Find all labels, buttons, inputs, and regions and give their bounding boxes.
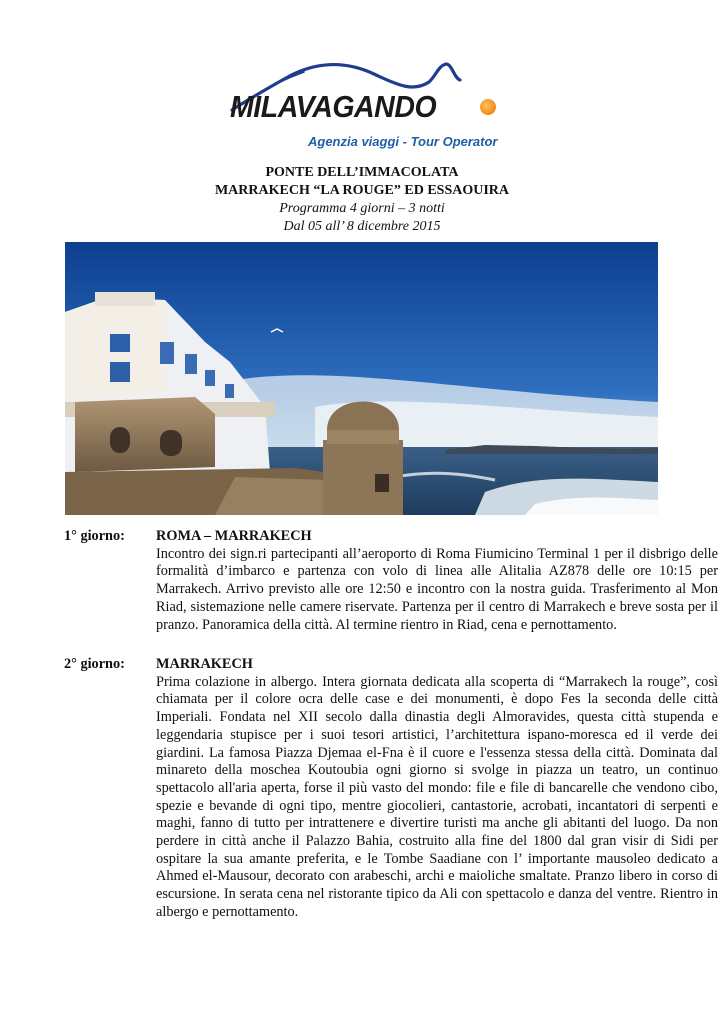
day-description: Prima colazione in albergo. Intera giornata dedicata alla scoperta di “Marrakech la rouge”, così chiamata per il colore ocra delle case e dei monumenti, è dopo Fes la seconda delle città Imperiali. Fondata nel XII secolo dalla dinastia degli Almoravides, questa città stupenda e leggendaria stupisce per i suoi tesori artistici, l’architettura ispano-moresca ed il verde dei giardini. La famosa Piazza Djemaa el-Fna è il cuore e l'essenza stessa della città. Dominata dal minareto della moschea Koutoubia ogni giorno si svolge in piazza un teatro, un continuo spettacolo all'aria aperta, forse il più vasto del mondo: file e file di bancarelle che vendono cibo, spezie e bevande di ogni tipo, mentre giocolieri, cantastorie, acrobati, incantatori di serpenti e maghi, fanno di tutto per intrattenere e divertire turisti ma anche gli abitanti del luogo. Da non perdere in città anche il Palazzo Bahia, costruito alla fine del 1800 dal gran visir di Sidi per ospitare la sua amante preferita, e le Tombe Saadiane con l’ importante mausoleo dedicato a Ahmed el-Mausour, decorato con arabeschi, archi e maioliche smaltate. Pranzo libero in corso di escursione. In serata cena nel ristorante tipico da Ali con spettacolo e danza del ventre. Rientro in albergo e pernottamento.: [156, 673, 718, 920]
logo-tagline: Agenzia viaggi - Tour Operator: [308, 134, 498, 149]
essaouira-photo: [65, 242, 658, 515]
logo-brand-name: MILAVAGANDO: [230, 89, 437, 124]
day-label: 2° giorno:: [64, 656, 125, 672]
day-description: Incontro dei sign.ri partecipanti all’aeroporto di Roma Fiumicino Terminal 1 per il disbrigo delle formalità d’imbarco e partenza con volo di linea alle Alitalia AZ878 delle ore 10:15 per Marrakech. Arrivo previsto alle ore 12:50 e incontro con la nostra guida. Trasferimento al Mon Riad, sistemazione nelle camere riservate. Partenza per il centro di Marrakech e breve sosta per il pranzo. Panoramica della città. Al termine rientro in Riad, cena e pernottamento.: [156, 545, 718, 633]
day-heading: MARRAKECH: [156, 656, 253, 672]
document-title-block: [0, 164, 724, 236]
day-heading: ROMA – MARRAKECH: [156, 528, 312, 544]
logo-sun-icon: [480, 99, 496, 115]
title-line-1: PONTE DELL’IMMACOLATA: [265, 165, 459, 180]
company-logo: [224, 56, 500, 154]
program-duration: Programma 4 giorni – 3 notti: [279, 201, 445, 216]
travel-dates: Dal 05 all’ 8 dicembre 2015: [283, 219, 441, 234]
day-label: 1° giorno:: [64, 528, 125, 544]
title-line-2: MARRAKECH “LA ROUGE” ED ESSAOUIRA: [214, 183, 510, 198]
